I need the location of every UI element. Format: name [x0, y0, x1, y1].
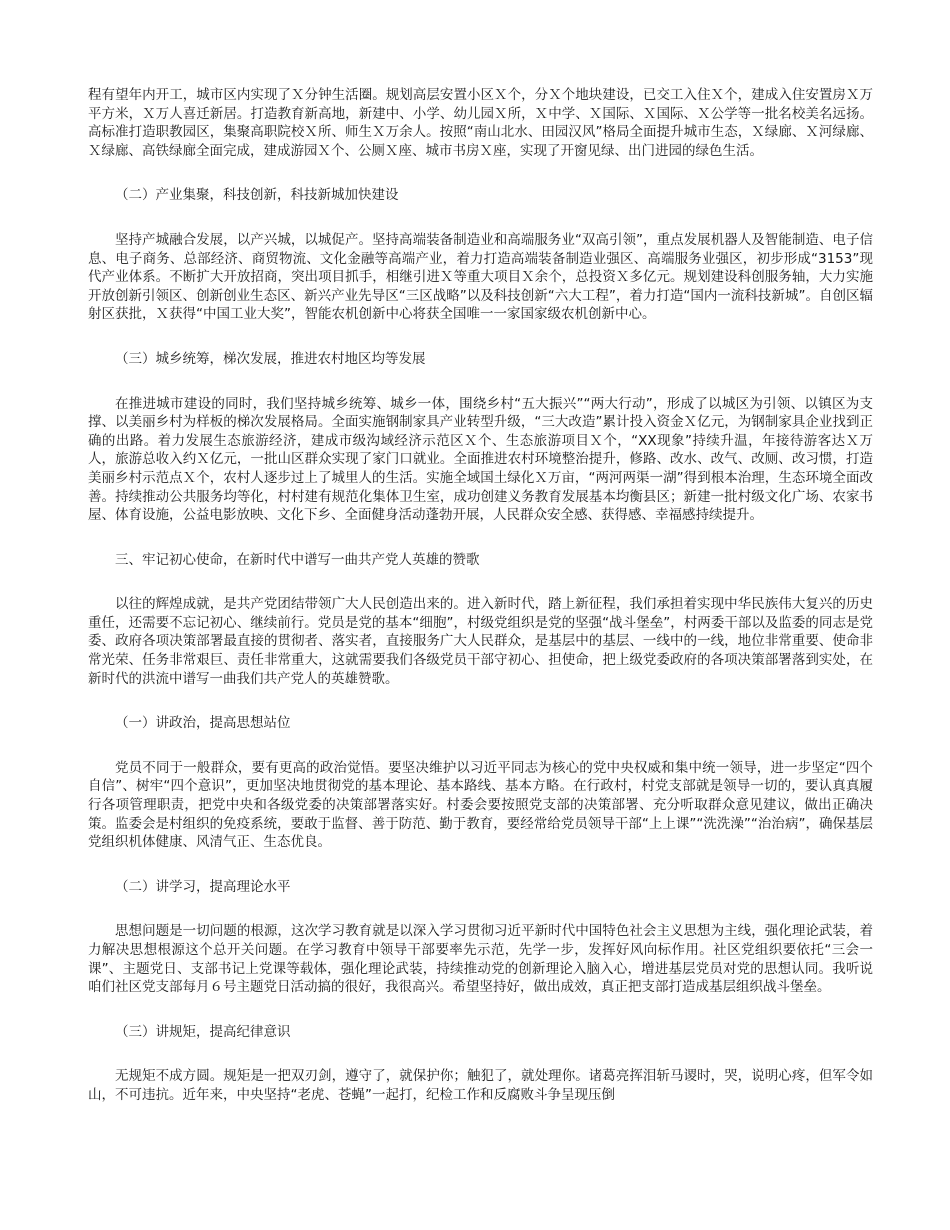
section-heading-rural: （三）城乡统筹，梯次发展，推进农村地区均等发展: [115, 350, 426, 367]
section-heading-politics: （一）讲政治，提高思想站位: [115, 715, 291, 732]
paragraph-study: 思想问题是一切问题的根源，这次学习教育就是以深入学习贯彻习近平新时代中国特色社会主义思想为主线，强化理论武装，着力解决思想根源这个总开关问题。在学习教育中领导干部要率先示范，先学一步，发挥好风向标作用。社区党组织要依托“三会一课”、主题党日、支部书记上党课等载体，强化理论武装，持续推动党的创新理论入脑入心，增进基层党员对党的思想认同。我听说咱们社区党支部每月６号主题党日活动搞的很好，我很高兴。希望坚持好，做出成效，真正把支部打造成基层组织战斗堡垒。: [88, 923, 873, 996]
document-page: [88, 86, 873, 1131]
section-heading-industry: （二）产业集聚，科技创新，科技新城加快建设: [115, 187, 399, 204]
paragraph-politics: 党员不同于一般群众，要有更高的政治觉悟。要坚决维护以习近平同志为核心的党中央权威和集中统一领导，进一步坚定“四个自信”、树牢“四个意识”，更加坚决地贯彻党的基本理论、基本路线、基本方略。在行政村，村党支部就是领导一切的，要认真真履行各项管理职责，把党中央和各级党委的决策部署落实好。村委会要按照党支部的决策部署、充分听取群众意见建议，做出正确决策。监委会是村组织的免疫系统，要敢于监督、善于防范、勤于教育，要经常给党员领导干部“上上课”“洗洗澡”“治治病”，确保基层党组织机体健康、风清气正、生态优良。: [88, 759, 873, 851]
section-heading-study: （二）讲学习，提高理论水平: [115, 878, 291, 895]
paragraph-rural: 在推进城市建设的同时，我们坚持城乡统筹、城乡一体，围绕乡村“五大振兴”“两大行动”，形成了以城区为引领、以镇区为支撑、以美丽乡村为样板的梯次发展格局。全面实施钢制家具产业转型升级，“三大改造”累计投入资金Ｘ亿元，为钢制家具企业找到正确的出路。着力发展生态旅游经济，建成市级沟域经济示范区Ｘ个、生态旅游项目Ｘ个，“XX现象”持续升温，年接待游客达Ｘ万人，旅游总收入约Ｘ亿元，一批山区群众实现了家门口就业。全面推进农村环境整治提升，修路、改水、改气、改厕、改习惯，打造美丽乡村示范点Ｘ个，农村人逐步过上了城里人的生活。实施全域国土绿化Ｘ万亩，“两河两渠一湖”得到根本治理，生态环境全面改善。持续推动公共服务均等化，村村建有规范化集体卫生室，成功创建义务教育发展基本均衡县区；新建一批村级文化广场、农家书屋、体育设施，公益电影放映、文化下乡、全面健身活动蓬勃开展，人民群众安全感、获得感、幸福感持续提升。: [88, 395, 873, 524]
paragraph-mission: 以往的辉煌成就，是共产党团结带领广大人民创造出来的。进入新时代，踏上新征程，我们承担着实现中华民族伟大复兴的历史重任，还需要不忘记初心、继续前行。党员是党的基本“细胞”，村级党组织是党的坚强“战斗堡垒”，村两委干部以及监委的同志是党委、政府各项决策部署最直接的贯彻者、落实者，直接服务广大人民群众，是基层中的基层、一线中的一线，地位非常重要、使命非常光荣、任务非常艰巨、责任非常重大，这就需要我们各级党员干部守初心、担使命，把上级党委政府的各项决策部署落到实处，在新时代的洪流中谱写一曲我们共产党人的英雄赞歌。: [88, 596, 873, 687]
section-heading-rules: （三）讲规矩，提高纪律意识: [115, 1023, 291, 1040]
paragraph-industry: 坚持产城融合发展，以产兴城，以城促产。坚持高端装备制造业和高端服务业“双高引领”，重点发展机器人及智能制造、电子信息、电子商务、总部经济、商贸物流、文化金融等高端产业，着力打造高端装备制造业强区、高端服务业强区，初步形成“3153”现代产业体系。不断扩大开放招商，突出项目抓手，相继引进Ｘ等重大项目Ｘ余个，总投资Ｘ多亿元。规划建设科创服务轴，大力实施开放创新引领区、创新创业生态区、新兴产业先导区“三区战略”以及科技创新“六大工程”，着力打造“国内一流科技新城”。自创区辐射区获批，Ｘ获得“中国工业大奖”，智能农机创新中心将获全国唯一一家国家级农机创新中心。: [88, 231, 873, 323]
paragraph-city-development: 程有望年内开工，城市区内实现了Ｘ分钟生活圈。规划高层安置小区Ｘ个，分Ｘ个地块建设，已交工入住Ｘ个，建成入住安置房Ｘ万平方米，Ｘ万人喜迁新居。打造教育新高地，新建中、小学、幼儿园Ｘ所，Ｘ中学、Ｘ国际、Ｘ国际、Ｘ公学等一批名校美名远扬。高标准打造职教园区，集聚高职院校Ｘ所、师生Ｘ万余人。按照“南山北水、田园汉风”格局全面提升城市生态，Ｘ绿廊、Ｘ河绿廊、Ｘ绿廊、高铁绿廊全面完成，建成游园Ｘ个、公厕Ｘ座、城市书房Ｘ座，实现了开窗见绿、出门进园的绿色生活。: [88, 87, 873, 159]
paragraph-rules: 无规矩不成方圆。规矩是一把双刃剑，遵守了，就保护你；触犯了，就处理你。诸葛亮挥泪斩马谡时，哭，说明心疼，但军令如山，不可违抗。近年来，中央坚持“老虎、苍蝇”一起打，纪检工作和反腐败斗争呈现压倒: [88, 1068, 873, 1103]
chapter-heading-mission: 三、牢记初心使命，在新时代中谱写一曲共产党人英雄的赞歌: [115, 551, 480, 568]
